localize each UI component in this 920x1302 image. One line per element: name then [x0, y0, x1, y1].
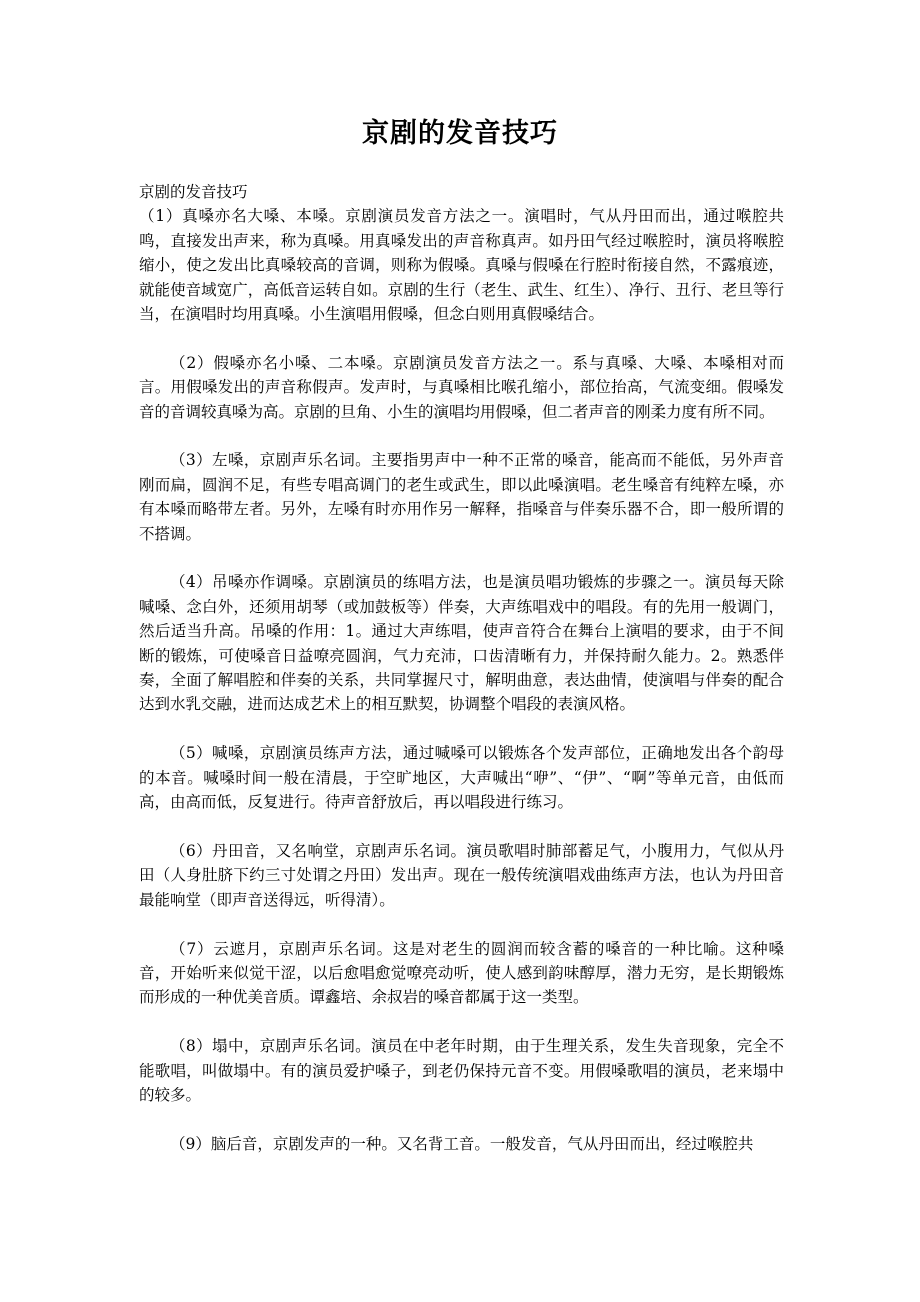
paragraph-6: （6）丹田音，又名响堂，京剧声乐名词。演员歌唱时肺部蓄足气，小腹用力，气似从丹田（人身肚脐下约三寸处谓之丹田）发出声。现在一般传统演唱戏曲练声方法，也认为丹田音最能响堂（即声音送得远，听得清）。: [139, 841, 784, 909]
paragraph-8: （8）塌中，京剧声乐名词。演员在中老年时期，由于生理关系，发生失音现象，完全不能歌唱，叫做塌中。有的演员爱护嗓子，到老仍保持元音不变。用假嗓歌唱的演员，老来塌中的较多。: [139, 1037, 784, 1104]
paragraph-4: （4）吊嗓亦作调嗓。京剧演员的练唱方法，也是演员唱功锻炼的步骤之一。演员每天除喊嗓、念白外，还须用胡琴（或加鼓板等）伴奏，大声练唱戏中的唱段。有的先用一般调门，然后适当升高。吊嗓的作用：1。通过大声练唱，使声音符合在舞台上演唱的要求，由于不间断的锻炼，可使嗓音日益嘹亮圆润，气力充沛，口齿清晰有力，并保持耐久能力。2。熟悉伴奏，全面了解唱腔和伴奏的关系，共同掌握尺寸，解明曲意，表达曲情，使演唱与伴奏的配合达到水乳交融，进而达成艺术上的相互默契，协调整个唱段的表演风格。: [139, 573, 784, 714]
paragraph-5: （5）喊嗓，京剧演员练声方法，通过喊嗓可以锻炼各个发声部位，正确地发出各个韵母的本音。喊嗓时间一般在清晨，于空旷地区，大声喊出“咿”、“伊”、“啊”等单元音，由低而高，由高而低，反复进行。待声音舒放后，再以唱段进行练习。: [139, 744, 784, 812]
paragraph-1: （1）真嗓亦名大嗓、本嗓。京剧演员发音方法之一。演唱时，气从丹田而出，通过喉腔共鸣，直接发出声来，称为真嗓。用真嗓发出的声音称真声。如丹田气经过喉腔时，演员将喉腔缩小，使之发出比真嗓较高的音调，则称为假嗓。真嗓与假嗓在行腔时衔接自然，不露痕迹，就能使音域宽广，高低音运转自如。京剧的生行（老生、武生、红生）、净行、丑行、老旦等行当，在演唱时均用真嗓。小生演唱用假嗓，但念白则用真假嗓结合。: [139, 207, 784, 324]
paragraph-9: （9）脑后音，京剧发声的一种。又名背工音。一般发音，气从丹田而出，经过喉腔共: [170, 1134, 754, 1153]
document-body: [139, 180, 784, 1156]
document-subtitle: 京剧的发音技巧: [139, 183, 248, 201]
paragraph-3: （3）左嗓，京剧声乐名词。主要指男声中一种不正常的嗓音，能高而不能低，另外声音刚而扁，圆润不足，有些专唱高调门的老生或武生，即以此嗓演唱。老生嗓音有纯粹左嗓，亦有本嗓而略带左者。另外，左嗓有时亦用作另一解释，指嗓音与伴奏乐器不合，即一般所谓的不搭调。: [139, 451, 784, 543]
paragraph-7: （7）云遮月，京剧声乐名词。这是对老生的圆润而较含蓄的嗓音的一种比喻。这种嗓音，开始听来似觉干涩，以后愈唱愈觉嘹亮动听，使人感到韵味醇厚，潜力无穷，是长期锻炼而形成的一种优美音质。谭鑫培、余叔岩的嗓音都属于这一类型。: [139, 939, 784, 1007]
document-title: 京剧的发音技巧: [362, 118, 558, 149]
paragraph-2: （2）假嗓亦名小嗓、二本嗓。京剧演员发音方法之一。系与真嗓、大嗓、本嗓相对而言。用假嗓发出的声音称假声。发声时，与真嗓相比喉孔缩小，部位抬高，气流变细。假嗓发音的音调较真嗓为高。京剧的旦角、小生的演唱均用假嗓，但二者声音的刚柔力度有所不同。: [139, 353, 784, 421]
